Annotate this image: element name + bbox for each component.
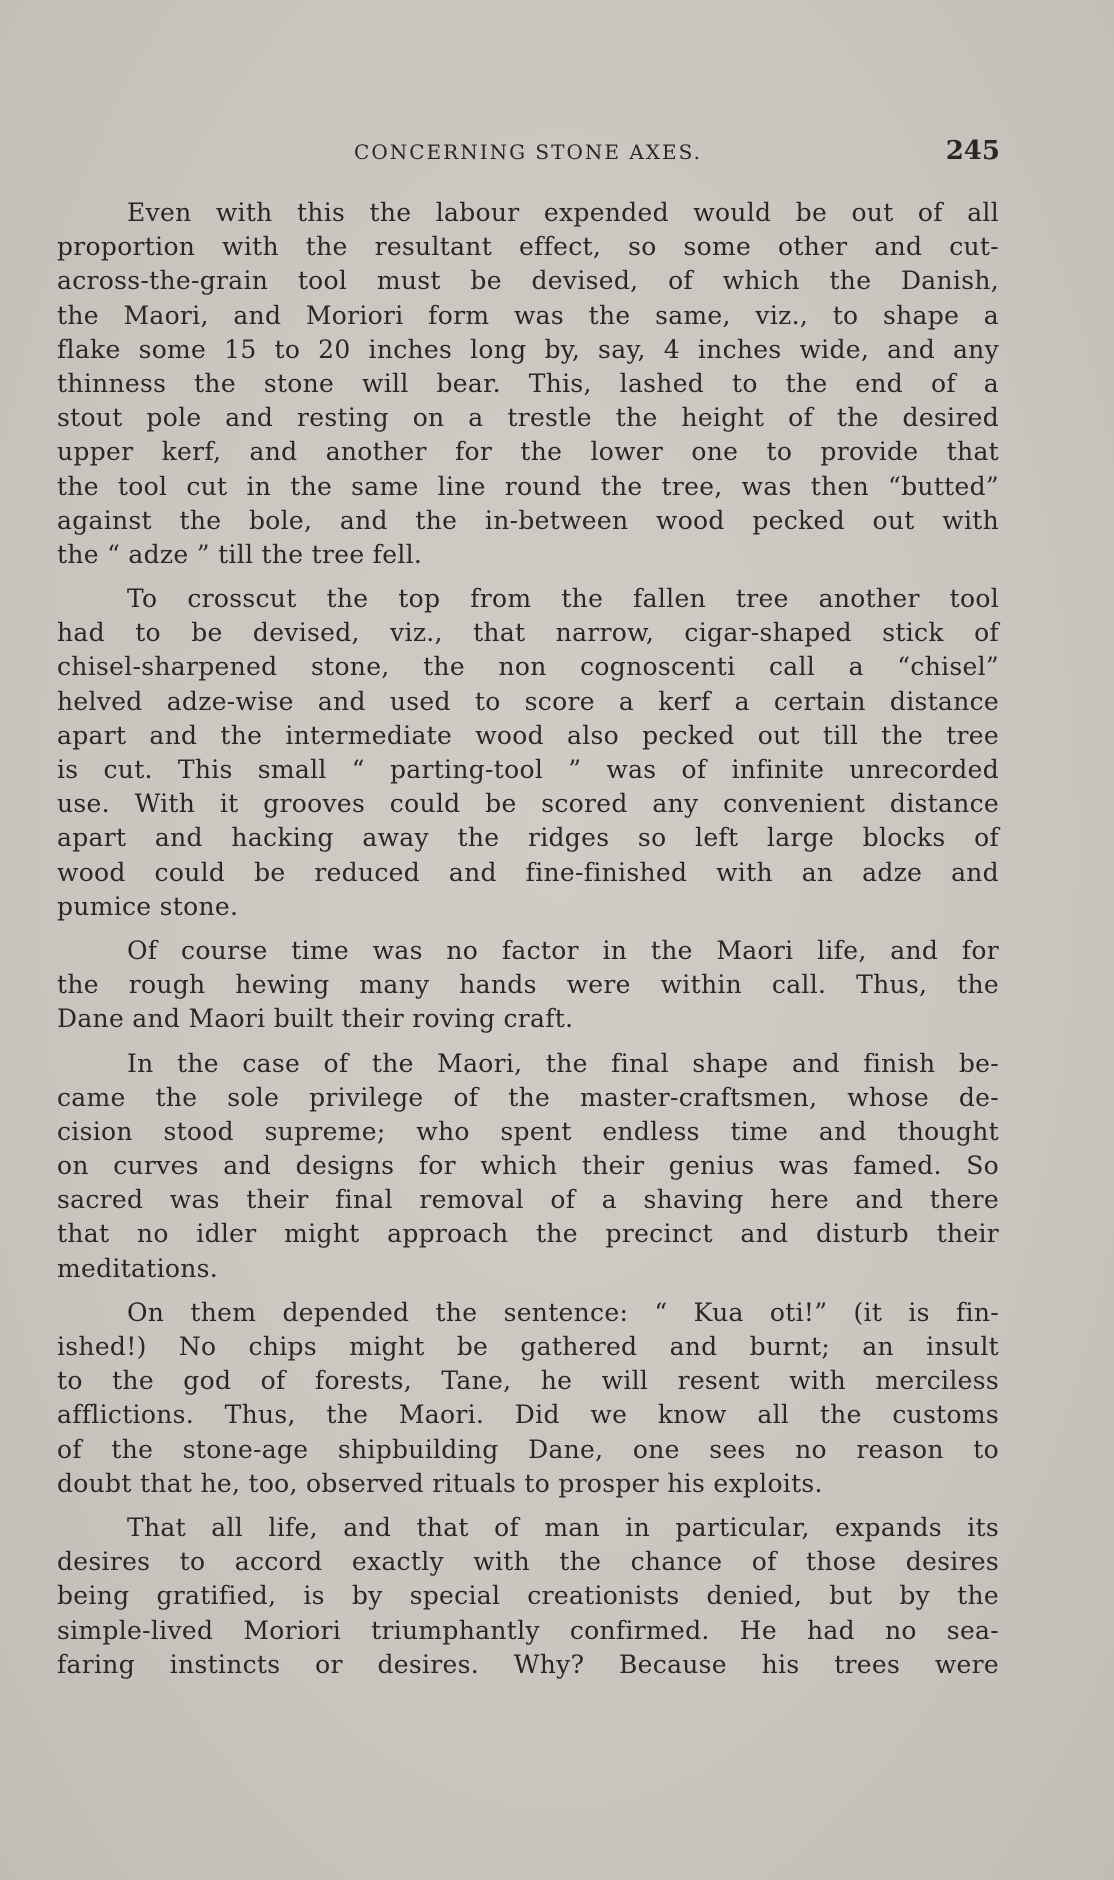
text-line: Dane and Maori built their roving craft. xyxy=(57,1004,574,1034)
text-line: apart and the intermediate wood also pecked out till the tree xyxy=(57,720,999,750)
paragraph-4 xyxy=(57,1047,999,1286)
text-line: flake some 15 to 20 inches long by, say, 4 inches wide, and any xyxy=(57,334,999,364)
text-line: In the case of the Maori, the final shape and finish be- xyxy=(127,1048,999,1078)
text-line: upper kerf, and another for the lower one to provide that xyxy=(57,437,999,467)
text-line: That all life, and that of man in particular, expands its xyxy=(127,1512,999,1542)
text-line: afflictions. Thus, the Maori. Did we know all the customs xyxy=(57,1400,999,1430)
paragraph-2 xyxy=(57,582,999,924)
text-line: chisel-sharpened stone, the non cognoscenti call a “chisel” xyxy=(57,652,999,682)
text-line: that no idler might approach the precinct and disturb their xyxy=(57,1219,999,1249)
text-line: the “ adze ” till the tree fell. xyxy=(57,539,423,569)
text-line: across-the-grain tool must be devised, of which the Danish, xyxy=(57,266,999,296)
text-line: to the god of forests, Tane, he will resent with merciless xyxy=(57,1366,999,1396)
body-text xyxy=(57,196,999,1692)
text-line: the rough hewing many hands were within call. Thus, the xyxy=(57,970,999,1000)
text-line: simple-lived Moriori triumphantly confirmed. He had no sea- xyxy=(57,1615,999,1645)
text-line: stout pole and resting on a trestle the height of the desired xyxy=(57,403,999,433)
paragraph-5 xyxy=(57,1296,999,1501)
text-line: against the bole, and the in-between wood pecked out with xyxy=(57,505,999,535)
text-line: ished!) No chips might be gathered and burnt; an insult xyxy=(57,1332,999,1361)
text-line: came the sole privilege of the master-craftsmen, whose de- xyxy=(57,1082,999,1112)
text-line: doubt that he, too, observed rituals to prosper his exploits. xyxy=(57,1468,823,1498)
page-number: 245 xyxy=(945,136,1000,166)
text-line: To crosscut the top from the fallen tree another tool xyxy=(127,584,999,614)
text-line: the Maori, and Moriori form was the same, viz., to shape a xyxy=(57,300,999,330)
text-line: helved adze-wise and used to score a kerf a certain distance xyxy=(57,686,999,716)
running-title: CONCERNING STONE AXES. xyxy=(354,140,702,164)
text-line: desires to accord exactly with the chance of those desires xyxy=(57,1547,999,1577)
text-line: use. With it grooves could be scored any convenient distance xyxy=(57,789,999,819)
text-line: Even with this the labour expended would be out of all xyxy=(127,198,999,227)
text-line: wood could be reduced and fine-finished with an adze and xyxy=(57,857,999,887)
text-line: On them depended the sentence: “ Kua oti!” (it is fin- xyxy=(127,1297,999,1327)
text-line: apart and hacking away the ridges so left large blocks of xyxy=(57,823,999,853)
text-line: Of course time was no factor in the Maori life, and for xyxy=(127,935,999,965)
paragraph-3 xyxy=(57,934,999,1037)
text-line: the tool cut in the same line round the tree, was then “butted” xyxy=(57,471,999,501)
text-line: of the stone-age shipbuilding Dane, one sees no reason to xyxy=(57,1434,999,1464)
text-line: cision stood supreme; who spent endless time and thought xyxy=(57,1116,999,1146)
text-line: faring instincts or desires. Why? Because his trees were xyxy=(57,1649,999,1679)
text-line: pumice stone. xyxy=(57,891,239,921)
text-line: thinness the stone will bear. This, lashed to the end of a xyxy=(57,368,999,398)
paragraph-6 xyxy=(57,1511,999,1682)
paragraph-1 xyxy=(57,196,999,572)
running-head xyxy=(56,136,1000,170)
text-line: had to be devised, viz., that narrow, cigar-shaped stick of xyxy=(57,618,999,648)
text-line: sacred was their final removal of a shaving here and there xyxy=(57,1185,999,1215)
text-line: proportion with the resultant effect, so some other and cut- xyxy=(57,232,999,262)
text-line: on curves and designs for which their genius was famed. So xyxy=(57,1151,999,1181)
text-line: being gratified, is by special creationists denied, but by the xyxy=(57,1581,999,1611)
text-line: meditations. xyxy=(57,1253,219,1283)
text-line: is cut. This small “ parting-tool ” was of infinite unrecorded xyxy=(57,755,999,784)
